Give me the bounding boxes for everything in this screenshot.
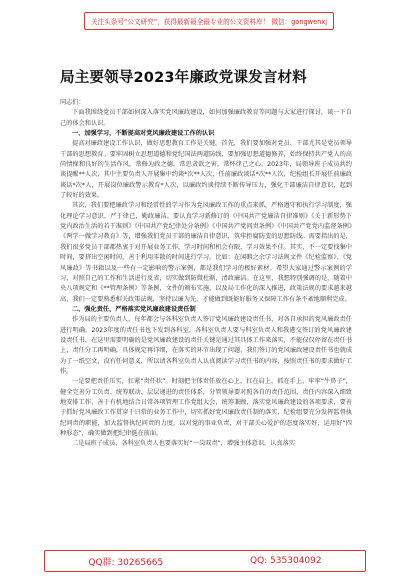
greeting: 同志们： bbox=[60, 99, 85, 106]
document-title: 局主要领导2023年廉政党课发言材料 bbox=[60, 70, 307, 86]
promo-banner[interactable] bbox=[84, 12, 334, 30]
paragraph-2: 其次，我们要把廉政学习和经常性的学习作为党风廉政工作的重点来抓，严格遵守和执行学习制度，强化理论学习意识，严于律已，勤政廉洁。要认真学习新修订的《中国共产党廉洁自律准则》《关于新形势下党内政治生活的若干准则》《中国共产党纪律处分条例》《中国共产党问责条例》《中国共产党党内监督条例》《两学一做学习教育》等，增强我们党员干部的廉洁自律意识，筑牢拒腐防变的思想防线。需要指出的是，我们很多党员干部都热衷于对开展业务工作，学习时间和机会有限，学习效果不佳。其实，不一定要找集中时间，要挤出空闲时间，善于利用零散的时间进行学习。比如：在闲暇之余学习法规文件《纪检监察》、《党风廉政》等书籍以及一些有一定影响的警示案例，都是我们学习的极好素材。希望大家通过警示案例的学习，对照自己的工作和生活进行反省，切实做到防微杜渐，清政廉洁。在这里，我想特别强调的是，随着中央八项规定和《**管理条例》等条例，文件的颁布实施，以及局工作化的深入推进，政策法规的要求越来越高，我们一定要熟悉相关政策法规，坚持以廉为先，才能做到既能好服务又保障工作有条不紊地顺利完成。 bbox=[60, 202, 352, 303]
qq-group: QQ群: 30265665 bbox=[88, 557, 164, 568]
contact-banner[interactable] bbox=[44, 550, 366, 572]
paragraph-3: 作为局的主要负责人，每年都会与各科室负责人签订党风廉政建设责任书，对各自承担的党风廉政责任进行明确。2023年度的责任书也下发到各科室，各科室负责人要与科室负责人和我港交签订的党风廉政建设责任书，在这里需要明确的是党风廉政建设的责任关键是通过其具体工作来落实，不能仅仅停留在责任书上，责任分工再明确，具体规定再详细，在落实的环节出现了问题，我们签订的党风廉政建设责任书也就成为了一纸空文，没有任何意义，所以请各科室负责人认真阅读学习责任书的内容，按照责任书的要求做好工作。 bbox=[60, 316, 352, 375]
paragraph-1: 提高对廉政建设工作认识，做好思想教育工作是关键。首先，我们要加强对党员、干部尤其是党员领导干部的思想教育。要牢固树立思想道德和党纪国法两道防线，要加强思想道德修养，始终保持共产党人的高尚情操和良好的生活作风，常修为政之德，常思贪欲之害，常怀律己之心。2023年，局领导班子成员共约谈提醒**人次，其中主要负责人开展集中约谈*次**人次，任前廉政谈话*次**人次，纪检组长开展任前廉政谈话*次*人，开展岗位廉政警示教育*人次，以廉政约谈持续不断传导压力，强化干部廉洁自律意识，起到了较好的效果。 bbox=[60, 140, 352, 200]
qq-number: QQ: 535304092 bbox=[250, 556, 322, 566]
intro-paragraph: 下面我围绕党员干部如何深入落实党风廉政建设，如何加强廉政教育等问题与大家进行探讨，谈一下自己的体会和认识。 bbox=[60, 109, 352, 127]
section-heading-1: 一、加强学习，不断提高对党风廉政建设工作的认识 bbox=[72, 130, 215, 138]
paragraph-5: 二是局班子成员、各科室负责人也要落实好“一岗双责”，增强主体意识，认真落实 bbox=[72, 440, 295, 448]
document-body bbox=[60, 98, 352, 450]
bottom-banner bbox=[0, 542, 408, 580]
top-banner bbox=[0, 0, 408, 40]
paragraph-4: 一是要把责任压实，扛紧“责任状”。时刻把主体责任放在心上，扛在肩上，抓在手上，牢牢“牛鼻子”，健全完善分工负责、统筹联动、层层递进的责任体系，分管领导要对照各自的责任范围，责任内容深入细致地安排工作，善于有机地结合日常各项管理工作党组大会，统筹兼顾，落实党风廉政建设的各项要求，要善于抓好党风廉政工作贯穿于日常的业务工作中，切实抓好党风廉政责任制的落实，纪检组要充分发挥监督执纪问责的职能，加大监督执纪问责的力度，以对党的事业负责，对干部关心爱护的态度落实好，运用好“四种形态”，确实做到把纪律挺在前面。 bbox=[60, 378, 352, 437]
promo-banner-text: 关注头条号“公文研究”，获得最新最全最专业的公文资料库！ 微信：gongwenxj bbox=[90, 18, 328, 26]
section-heading-2: 二、强化责任，严格落实党风廉政建设责任制 bbox=[72, 305, 196, 313]
